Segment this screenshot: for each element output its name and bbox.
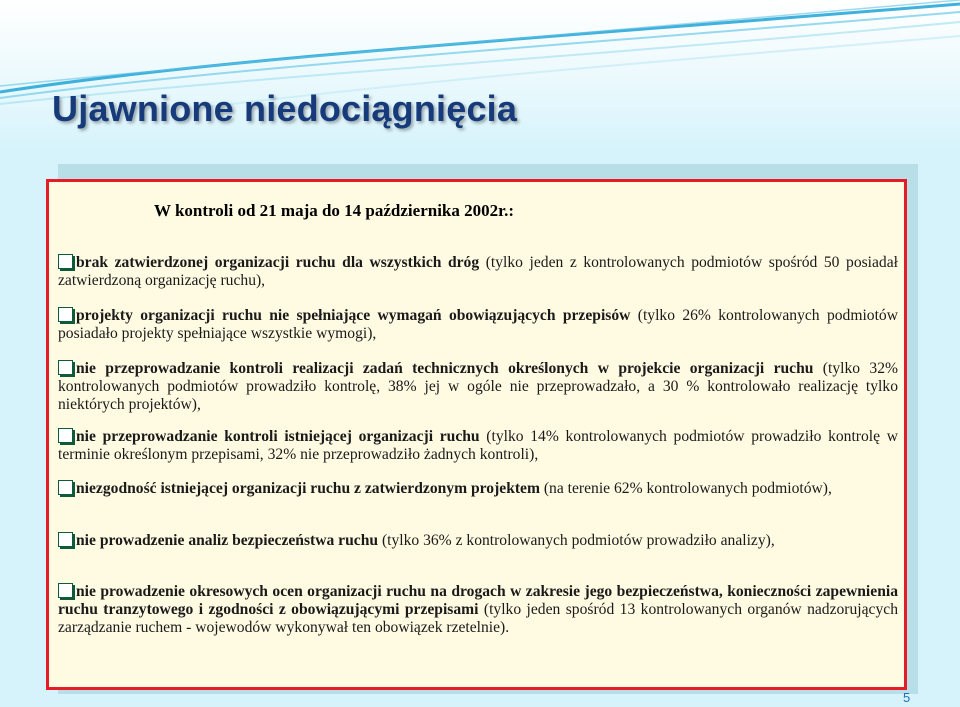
item-text: (tylko 32% kontrolowanych podmiotów prowadziło kontrolę, 38% jej w ogóle nie przeprowadzało, a 30 % kontrolowało realizację tylko niektórych projektów), <box>58 360 898 413</box>
item-bold: brak zatwierdzonej organizacji ruchu dla wszystkich dróg <box>76 254 480 271</box>
checkbox-bullet-icon <box>58 532 73 547</box>
item-text: (tylko jeden z kontrolowanych podmiotów spośród 50 posiadał zatwierdzoną organizację ruchu), <box>58 254 898 289</box>
intro-text: W kontroli od 21 maja do 14 października 2002r.: <box>154 201 515 220</box>
item-text: (tylko 14% kontrolowanych podmiotów prowadziło kontrolę w terminie określonym przepisami, 32% nie przeprowadziło żadnych kontroli), <box>58 428 898 463</box>
checkbox-bullet-icon <box>58 360 73 375</box>
list-item <box>58 428 898 464</box>
item-bold: projekty organizacji ruchu nie spełniające wymagań obowiązujących przepisów <box>76 307 631 324</box>
list-item <box>58 360 898 414</box>
list-item <box>58 307 898 343</box>
checkbox-bullet-icon <box>58 254 73 269</box>
list-item <box>58 532 898 550</box>
list-item <box>58 254 898 290</box>
item-bold: niezgodność istniejącej organizacji ruchu z zatwierdzonym projektem <box>76 480 540 497</box>
page-number: 5 <box>903 690 911 705</box>
item-bold: nie prowadzenie analiz bezpieczeństwa ruchu <box>76 532 379 549</box>
item-bold: nie prowadzenie okresowych ocen organizacji ruchu na drogach w zakresie jego bezpieczeństwa, konieczności zapewnienia ruchu tranzytowego i zgodności z obowiązującymi przepisami <box>58 583 898 618</box>
item-bold: nie przeprowadzanie kontroli realizacji zadań technicznych określonych w projekcie organizacji ruchu <box>76 360 814 377</box>
checkbox-bullet-icon <box>58 583 73 598</box>
item-text: (tylko 26% kontrolowanych podmiotów posiadało projekty spełniające wszystkie wymogi), <box>58 307 898 342</box>
item-bold: nie przeprowadzanie kontroli istniejącej organizacji ruchu <box>76 428 480 445</box>
item-text: (na terenie 62% kontrolowanych podmiotów), <box>539 480 832 497</box>
checkbox-bullet-icon <box>58 428 73 443</box>
list-item <box>58 480 898 498</box>
checkbox-bullet-icon <box>58 480 73 495</box>
checkbox-bullet-icon <box>58 307 73 322</box>
item-text: (tylko 36% z kontrolowanych podmiotów prowadziło analizy), <box>378 532 775 549</box>
slide-title: Ujawnione niedociągnięcia <box>52 88 518 129</box>
item-text: (tylko jeden spośród 13 kontrolowanych organów nadzorujących zarządzanie ruchem - wojewodów wykonywał ten obowiązek rzetelnie). <box>58 601 898 636</box>
list-item <box>58 583 898 637</box>
